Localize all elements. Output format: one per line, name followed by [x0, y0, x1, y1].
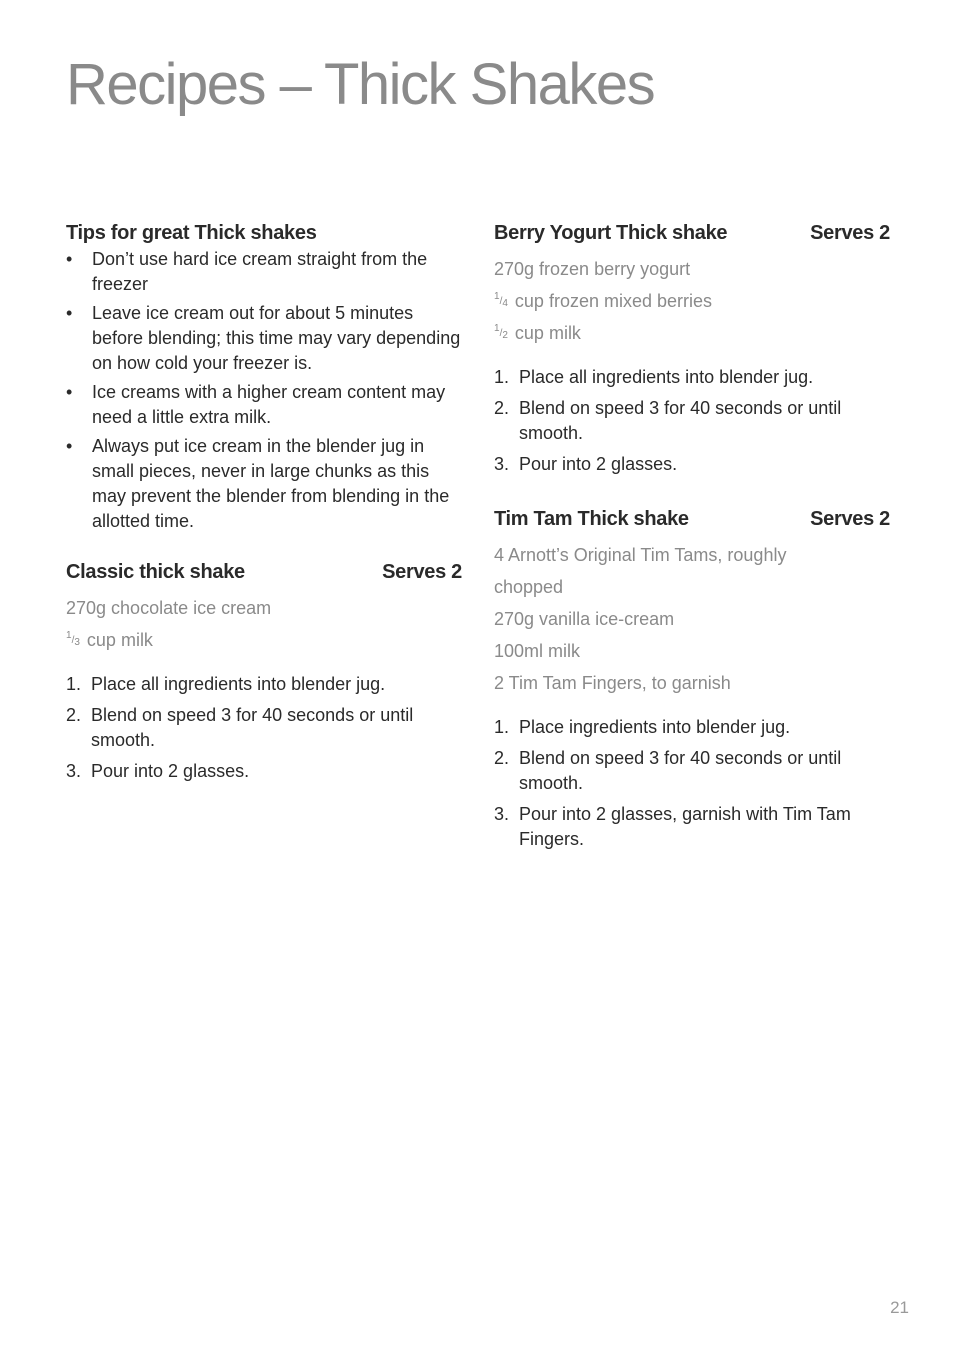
ingredient-list	[66, 592, 462, 656]
step-item	[494, 396, 890, 446]
step-text: Pour into 2 glasses, garnish with Tim Tam Fingers.	[519, 804, 851, 849]
tip-text: Always put ice cream in the blender jug in small pieces, never in large chunks as this may prevent the blender from blending in the allotted time.	[92, 436, 450, 531]
serves-label: Serves 2	[810, 222, 890, 244]
step-text: Place all ingredients into blender jug.	[91, 674, 386, 694]
page-number: 21	[890, 1298, 909, 1317]
fraction-denominator: 4	[502, 298, 508, 309]
timtam-recipe	[494, 505, 890, 852]
ingredient-list	[494, 253, 890, 349]
tip-item	[66, 380, 462, 430]
tips-heading-text: Tips for great Thick shakes	[66, 222, 317, 244]
serves-label: Serves 2	[382, 561, 462, 583]
tips-list	[66, 247, 462, 534]
page-title: Recipes – Thick Shakes	[66, 52, 655, 117]
tip-item	[66, 247, 462, 297]
step-item	[494, 715, 890, 740]
step-item	[66, 672, 462, 697]
fraction-numerator: 1	[494, 323, 500, 334]
berry-heading	[494, 219, 890, 247]
ingredient-item: 100ml milk	[494, 641, 581, 661]
step-number: 2.	[66, 705, 82, 725]
ingredient-text: cup frozen mixed berries	[514, 291, 713, 311]
step-number: 1.	[494, 367, 510, 387]
ingredient-item	[66, 624, 462, 656]
fraction: 1/2	[494, 323, 508, 341]
fraction: 1/3	[66, 630, 80, 648]
step-text: Place ingredients into blender jug.	[519, 717, 791, 737]
classic-heading	[66, 558, 462, 586]
step-number: 2.	[494, 398, 510, 418]
step-text: Pour into 2 glasses.	[519, 454, 678, 474]
tip-text: Leave ice cream out for about 5 minutes before blending; this time may vary depending on how cold your freezer is.	[92, 303, 461, 373]
tip-text: Don’t use hard ice cream straight from the freezer	[92, 249, 428, 294]
ingredient-item: 2 Tim Tam Fingers, to garnish	[494, 673, 731, 693]
step-number: 2.	[494, 748, 510, 768]
fraction-numerator: 1	[66, 630, 72, 641]
ingredient-item: 270g chocolate ice cream	[66, 598, 272, 618]
recipe-title: Classic thick shake	[66, 561, 245, 583]
step-number: 3.	[494, 804, 510, 824]
ingredient-item: 270g vanilla ice-cream	[494, 609, 675, 629]
step-item	[66, 703, 462, 753]
step-list	[494, 365, 890, 477]
step-item	[66, 759, 462, 784]
step-item	[494, 365, 890, 390]
right-column	[494, 219, 890, 874]
tip-item	[66, 301, 462, 376]
step-text: Blend on speed 3 for 40 seconds or until smooth.	[519, 398, 842, 443]
fraction-denominator: 2	[502, 330, 508, 341]
step-list	[66, 672, 462, 784]
fraction-numerator: 1	[494, 291, 500, 302]
step-text: Blend on speed 3 for 40 seconds or until smooth.	[91, 705, 414, 750]
tip-item	[66, 434, 462, 534]
ingredient-text: cup milk	[514, 323, 581, 343]
step-number: 1.	[494, 717, 510, 737]
ingredient-list	[494, 539, 890, 699]
step-number: 3.	[494, 454, 510, 474]
step-number: 1.	[66, 674, 82, 694]
bullet: •	[66, 249, 73, 269]
bullet: •	[66, 303, 73, 323]
ingredient-item	[494, 285, 890, 317]
tip-text: Ice creams with a higher cream content may need a little extra milk.	[92, 382, 446, 427]
ingredient-item: chopped	[494, 577, 564, 597]
step-number: 3.	[66, 761, 82, 781]
ingredient-item: 270g frozen berry yogurt	[494, 259, 691, 279]
serves-label: Serves 2	[810, 508, 890, 530]
bullet: •	[66, 382, 73, 402]
tips-heading	[66, 219, 462, 247]
ingredient-item	[494, 317, 890, 349]
step-text: Place all ingredients into blender jug.	[519, 367, 814, 387]
ingredient-item: 4 Arnott’s Original Tim Tams, roughly	[494, 545, 787, 565]
step-item	[494, 802, 890, 852]
timtam-heading	[494, 505, 890, 533]
fraction-denominator: 3	[74, 637, 80, 648]
classic-recipe	[66, 558, 462, 784]
bullet: •	[66, 436, 73, 456]
step-item	[494, 746, 890, 796]
step-list	[494, 715, 890, 852]
recipe-title: Berry Yogurt Thick shake	[494, 222, 728, 244]
step-item	[494, 452, 890, 477]
step-text: Pour into 2 glasses.	[91, 761, 250, 781]
ingredient-text: cup milk	[86, 630, 153, 650]
tips-section	[66, 219, 462, 534]
fraction: 1/4	[494, 291, 508, 309]
berry-recipe	[494, 219, 890, 477]
step-text: Blend on speed 3 for 40 seconds or until smooth.	[519, 748, 842, 793]
left-column	[66, 219, 462, 806]
recipe-title: Tim Tam Thick shake	[494, 508, 689, 530]
